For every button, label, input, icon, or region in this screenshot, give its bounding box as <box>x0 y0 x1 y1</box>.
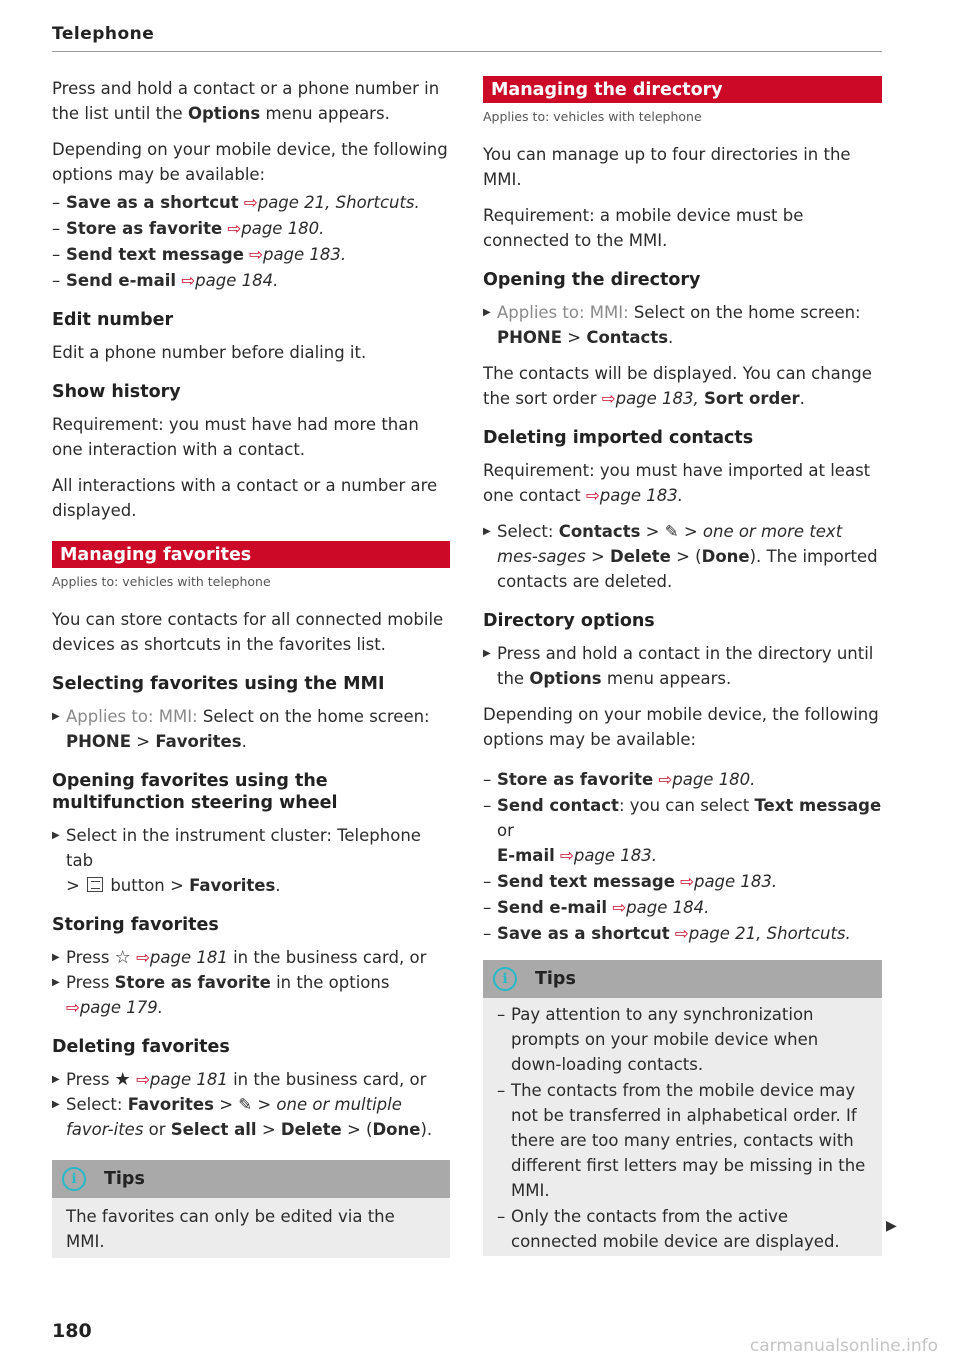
star-outline-icon: ☆ <box>114 947 131 968</box>
arrow-right-icon: ⇨ <box>612 898 627 917</box>
list-item: – Send text message ⇨page 183. <box>483 869 882 894</box>
list-item: – Save as a shortcut ⇨page 21, Shortcuts. <box>52 190 450 215</box>
tips-box <box>483 960 882 1256</box>
triangle-bullet-icon: ▶ <box>483 648 491 659</box>
opening-directory-step: ▶ Applies to: MMI: Select on the home screen: PHONE > Contacts. <box>483 300 882 350</box>
page-link[interactable]: ⇨page 180. <box>227 219 325 238</box>
applies-note: Applies to: vehicles with telephone <box>483 109 702 124</box>
list-item: – Store as favorite ⇨page 180. <box>483 767 882 792</box>
list-item: – Save as a shortcut ⇨page 21, Shortcuts. <box>483 921 882 946</box>
directory-options-intro: Depending on your mobile device, the following options may be available: <box>483 705 879 749</box>
tips-body <box>483 998 882 1256</box>
triangle-bullet-icon: ▶ <box>483 526 491 537</box>
arrow-right-icon: ⇨ <box>136 1070 150 1089</box>
chapter-title: Telephone <box>52 24 155 44</box>
page-number: 180 <box>52 1320 92 1342</box>
storing-favorites-heading: Storing favorites <box>52 915 219 935</box>
list-item: – Only the contacts from the active connected mobile device are displayed. <box>497 1204 868 1254</box>
contacts-displayed-text: The contacts will be displayed. You can change the sort order ⇨page 183, Sort order. <box>483 364 872 408</box>
managing-favorites-bar: Managing favorites <box>52 541 450 568</box>
list-item: – Send e-mail ⇨page 184. <box>52 268 450 293</box>
page-link[interactable]: ⇨page 21, Shortcuts. <box>674 924 851 943</box>
arrow-right-icon: ⇨ <box>658 770 673 789</box>
list-item: – Send contact: you can select Text message or E-mail ⇨page 183. <box>483 793 882 868</box>
tips-header: i Tips <box>483 960 882 998</box>
arrow-right-icon: ⇨ <box>560 846 574 865</box>
page-link[interactable]: ⇨page 183. <box>680 872 778 891</box>
directory-options-step: ▶ Press and hold a contact in the directory until the Options menu appears. <box>483 641 882 691</box>
edit-number-text: Edit a phone number before dialing it. <box>52 343 367 362</box>
deleting-requirement: Requirement: you must have imported at least one contact ⇨page 183. <box>483 461 871 505</box>
page-link[interactable]: ⇨page 184. <box>181 271 279 290</box>
opening-step: ▶ Select in the instrument cluster: Telephone tab > button > Favorites. <box>52 823 450 898</box>
info-icon: i <box>493 967 517 991</box>
triangle-bullet-icon: ▶ <box>52 1099 60 1110</box>
page-link[interactable]: ⇨page 183, <box>601 389 699 408</box>
page-link[interactable]: ⇨page 181 <box>136 948 228 967</box>
deleting-step-2: ▶ Select: Favorites > ✎ > one or multiple favor-ites or Select all > Delete > (Done). <box>52 1092 450 1142</box>
info-icon: i <box>62 1167 86 1191</box>
arrow-right-icon: ⇨ <box>601 389 616 408</box>
arrow-right-icon: ⇨ <box>66 998 80 1017</box>
arrow-right-icon: ⇨ <box>181 271 196 290</box>
managing-directory-bar: Managing the directory <box>483 76 882 103</box>
deleting-step-1: ▶ Press ★ ⇨page 181 in the business card, or <box>52 1069 427 1090</box>
list-item: – The contacts from the mobile device may not be transferred in alphabetical order. If there are too many entries, contacts with different first letters may be missing in the MMI. <box>497 1078 868 1203</box>
storing-step-2: ▶ Press Store as favorite in the options ⇨page 179. <box>52 970 450 1020</box>
managing-favorites-text: You can store contacts for all connected mobile devices as shortcuts in the favorites list. <box>52 610 444 654</box>
watermark: carmanualsonline.info <box>749 1336 938 1356</box>
arrow-right-icon: ⇨ <box>674 924 689 943</box>
show-history-heading: Show history <box>52 382 181 402</box>
show-history-text: All interactions with a contact or a number are displayed. <box>52 476 438 520</box>
directory-options-heading: Directory options <box>483 611 655 631</box>
page-link[interactable]: ⇨page 183. <box>249 245 347 264</box>
left-column <box>52 76 450 1258</box>
deleting-contacts-heading: Deleting imported contacts <box>483 428 754 448</box>
triangle-bullet-icon: ▶ <box>483 307 491 318</box>
page-header <box>52 24 882 52</box>
list-menu-icon <box>87 877 103 892</box>
directory-requirement: Requirement: a mobile device must be connected to the MMI. <box>483 206 804 250</box>
arrow-right-icon: ⇨ <box>249 245 263 264</box>
right-column <box>483 76 882 1256</box>
list-item: – Store as favorite ⇨page 180. <box>52 216 450 241</box>
list-item: – Send text message ⇨page 183. <box>52 242 450 267</box>
page-link[interactable]: ⇨page 21, Shortcuts. <box>243 193 420 212</box>
deleting-contacts-step: ▶ Select: Contacts > ✎ > one or more text mes-sages > Delete > (Done). The imported contacts are deleted. <box>483 519 882 594</box>
list-item: – Pay attention to any synchronization prompts on your mobile device when down-loading contacts. <box>497 1002 868 1077</box>
page-link[interactable]: ⇨page 184. <box>612 898 710 917</box>
intro-paragraph: Press and hold a contact or a phone number in the list until the Options menu appears. <box>52 79 440 123</box>
show-history-requirement: Requirement: you must have had more than one interaction with a contact. <box>52 415 419 459</box>
page-link[interactable]: ⇨page 183. <box>585 486 683 505</box>
page-link[interactable]: ⇨page 179. <box>66 998 164 1017</box>
arrow-right-icon: ⇨ <box>136 948 150 967</box>
directory-options-list <box>483 767 882 946</box>
opening-directory-heading: Opening the directory <box>483 270 701 290</box>
storing-step-1: ▶ Press ☆ ⇨page 181 in the business card, or <box>52 947 427 968</box>
page-link[interactable]: ⇨page 183. <box>560 846 658 865</box>
opening-favorites-heading: Opening favorites using the multifunction steering wheel <box>52 771 338 813</box>
list-item: – Send e-mail ⇨page 184. <box>483 895 882 920</box>
arrow-right-icon: ⇨ <box>227 219 242 238</box>
tips-header: i Tips <box>52 1160 450 1198</box>
selecting-step: ▶ Applies to: MMI: Select on the home screen: PHONE > Favorites. <box>52 704 450 754</box>
applies-note: Applies to: vehicles with telephone <box>52 574 271 589</box>
arrow-right-icon: ⇨ <box>243 193 258 212</box>
continue-arrow-icon: ▶ <box>886 1218 897 1234</box>
triangle-bullet-icon: ▶ <box>52 977 60 988</box>
tips-body <box>52 1198 450 1258</box>
arrow-right-icon: ⇨ <box>680 872 694 891</box>
arrow-right-icon: ⇨ <box>585 486 600 505</box>
tips-box <box>52 1160 450 1258</box>
deleting-favorites-heading: Deleting favorites <box>52 1037 230 1057</box>
tips-text: The favorites can only be edited via the MMI. <box>66 1207 395 1251</box>
options-intro: Depending on your mobile device, the following options may be available: <box>52 140 448 184</box>
options-list <box>52 190 450 293</box>
directory-intro: You can manage up to four directories in the MMI. <box>483 145 851 189</box>
edit-number-heading: Edit number <box>52 310 174 330</box>
triangle-bullet-icon: ▶ <box>52 952 60 963</box>
star-filled-icon: ★ <box>114 1069 131 1090</box>
triangle-bullet-icon: ▶ <box>52 1074 60 1085</box>
triangle-bullet-icon: ▶ <box>52 830 60 841</box>
triangle-bullet-icon: ▶ <box>52 711 60 722</box>
selecting-favorites-heading: Selecting favorites using the MMI <box>52 674 385 694</box>
page-link[interactable]: ⇨page 180. <box>658 770 756 789</box>
edit-pencil-icon: ✎ <box>664 522 679 541</box>
edit-pencil-icon: ✎ <box>238 1095 253 1114</box>
page-link[interactable]: ⇨page 181 <box>136 1070 228 1089</box>
